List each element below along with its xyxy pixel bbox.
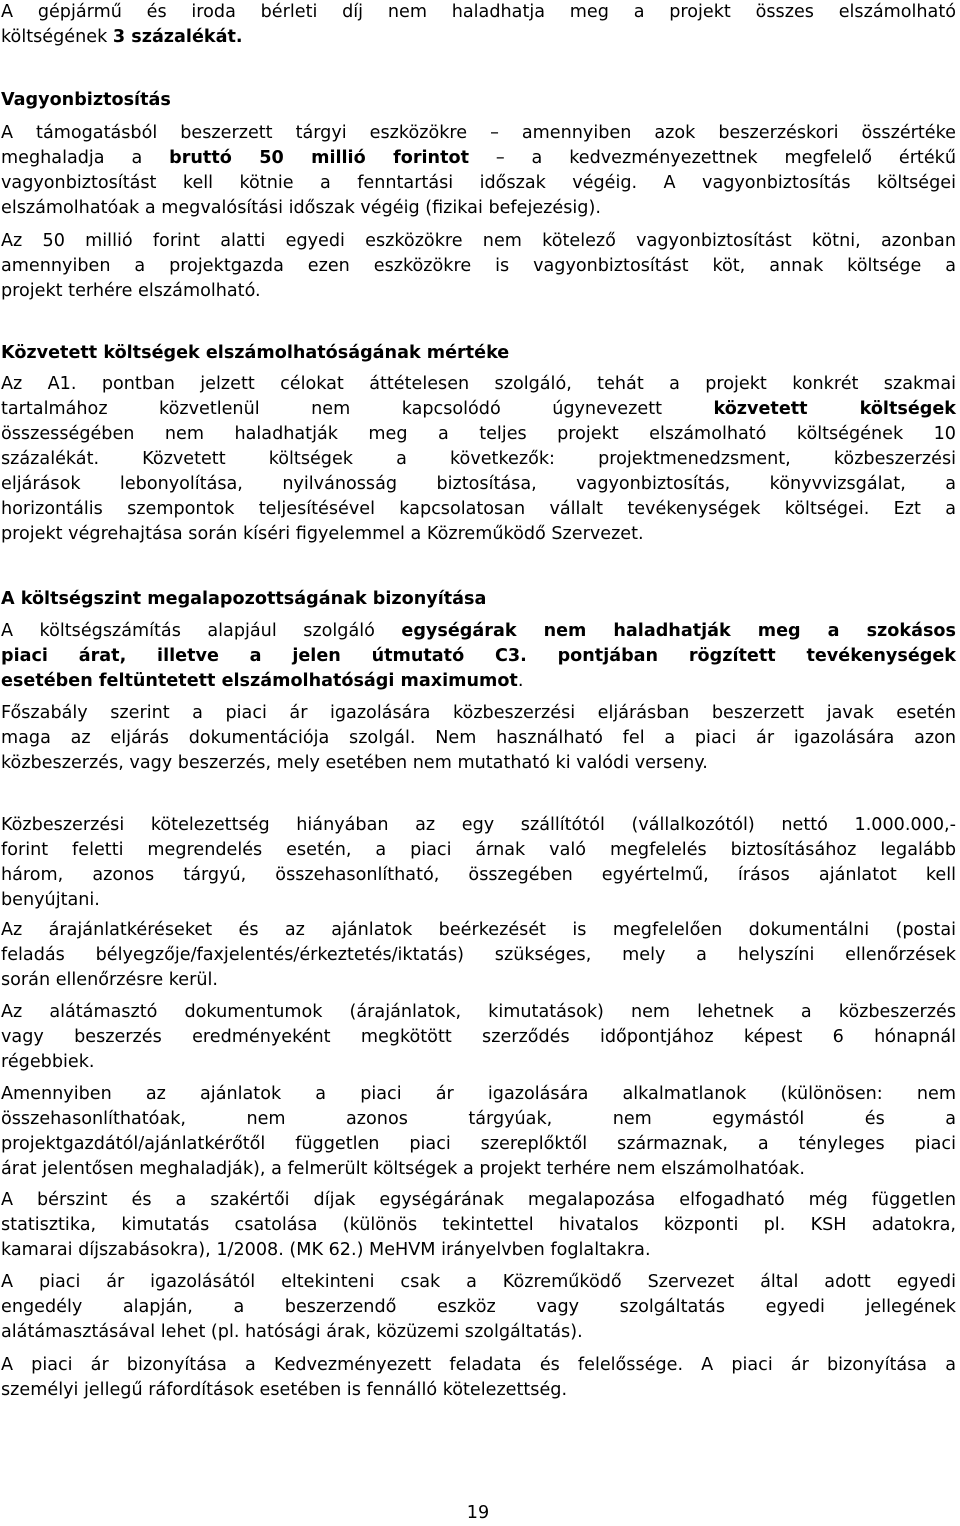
text-line bbox=[1, 497, 956, 522]
text-line bbox=[1, 813, 956, 838]
text-line bbox=[1, 644, 956, 669]
text-line bbox=[1, 1353, 956, 1378]
text-line bbox=[1, 943, 956, 968]
bold-text-run: 3 százalékát. bbox=[112, 27, 243, 47]
text-line bbox=[1, 1213, 956, 1238]
text-run: eljárások lebonyolítása, nyilvánosság biztosítása, vagyonbiztosítás, könyvvizsgálat, a bbox=[1, 474, 956, 494]
text-line bbox=[1, 146, 956, 171]
text-run: A támogatásból beszerzett tárgyi eszközökre – amennyiben azok beszerzéskori összértéke bbox=[1, 123, 956, 143]
text-run: feladás bélyegzője/faxjelentés/érkeztetés/iktatás) szükséges, mely a helyszíni ellenőrzések bbox=[1, 945, 956, 965]
text-line bbox=[1, 196, 956, 221]
text-run: projekt terhére elszámolható. bbox=[1, 281, 261, 301]
text-line bbox=[1, 863, 956, 888]
text-line bbox=[1, 587, 956, 612]
text-line bbox=[1, 1378, 956, 1403]
text-run: Közbeszerzési kötelezettség hiányában az egy szállítótól (vállalkozótól) nettó 1.000.000,- bbox=[1, 815, 956, 835]
text-run: kamarai díjszabásokra), 1/2008. (MK 62.) MeHVM irányelvben foglaltakra. bbox=[1, 1240, 651, 1260]
text-run: meghaladja a bbox=[1, 148, 170, 168]
bold-text-run: piaci árat, illetve a jelen útmutató C3. pontjában rögzített tevékenységek bbox=[1, 646, 956, 666]
text-line bbox=[1, 1157, 956, 1182]
text-run: összességében nem haladhatják meg a teljes projekt elszámolható költségének 10 bbox=[1, 424, 956, 444]
text-run: közbeszerzés, vagy beszerzés, mely esetében nem mutatható ki valódi verseny. bbox=[1, 753, 708, 773]
text-run: összehasonlíthatóak, nem azonos tárgyúak, nem egymástól és a bbox=[1, 1109, 956, 1129]
text-run: Főszabály szerint a piaci ár igazolására közbeszerzési eljárásban beszerzett javak esetén bbox=[1, 703, 956, 723]
text-line bbox=[1, 279, 956, 304]
section-heading-koltsegszint bbox=[1, 587, 956, 612]
text-run: Amennyiben az ajánlatok a piaci ár igazolására alkalmatlanok (különösen: nem bbox=[1, 1084, 956, 1104]
bold-text-run: Közvetett költségek elszámolhatóságának mértéke bbox=[1, 343, 510, 363]
bold-text-run: Vagyonbiztosítás bbox=[1, 90, 171, 110]
bold-text-run: egységárak nem haladhatják meg a szokásos bbox=[401, 621, 956, 641]
text-run: százalékát. Közvetett költségek a következők: projektmenedzsment, közbeszerzési bbox=[1, 449, 956, 469]
text-line bbox=[1, 88, 956, 113]
felelosseg-paragraph bbox=[1, 1353, 956, 1403]
text-run: projekt végrehajtása során kíséri figyelemmel a Közreműködő Szervezet. bbox=[1, 524, 644, 544]
text-line bbox=[1, 1295, 956, 1320]
section-heading-vagyonbiztositas bbox=[1, 88, 956, 113]
intro-paragraph bbox=[1, 0, 956, 50]
text-run: vagy beszerzés eredményeként megkötött szerződés időpontjához képest 6 hónapnál bbox=[1, 1027, 956, 1047]
text-line bbox=[1, 968, 956, 993]
bold-text-run: közvetett költségek bbox=[713, 399, 956, 419]
text-run: árat jelentősen meghaladják), a felmerült költségek a projekt terhére nem elszámolhatóak. bbox=[1, 1159, 805, 1179]
foszabaly-paragraph bbox=[1, 701, 956, 776]
text-line bbox=[1, 751, 956, 776]
text-run: projektgazdától/ajánlatkérőtől független piaci szereplőktől származnak, a tényleges piaci bbox=[1, 1134, 956, 1154]
text-line bbox=[1, 726, 956, 751]
text-run: A költségszámítás alapjául szolgáló bbox=[1, 621, 402, 641]
text-line bbox=[1, 838, 956, 863]
text-run: maga az eljárás dokumentációja szolgál. Nem használható fel a piaci ár igazolására azon bbox=[1, 728, 956, 748]
paragraph-line bbox=[1, 0, 956, 25]
text-run: A bérszint és a szakértői díjak egységárának megalapozása elfogadható még független bbox=[1, 1190, 956, 1210]
koltsegszint-paragraph bbox=[1, 619, 956, 694]
text-line bbox=[1, 1270, 956, 1295]
text-run: A piaci ár igazolásától eltekinteni csak a Közreműködő Szervezet által adott egyedi bbox=[1, 1272, 956, 1292]
paragraph-line bbox=[1, 25, 956, 50]
text-run: tartalmához közvetlenül nem kapcsolódó úgynevezett bbox=[1, 399, 714, 419]
bold-text-run: bruttó 50 millió forintot bbox=[169, 148, 469, 168]
text-run: három, azonos tárgyú, összehasonlítható, összegében egyértelmű, írásos ajánlatot kell bbox=[1, 865, 956, 885]
text-line bbox=[1, 619, 956, 644]
text-run: vagyonbiztosítást kell kötnie a fenntartási időszak végéig. A vagyonbiztosítás költségei bbox=[1, 173, 956, 193]
text-run: – a kedvezményezettnek megfelelő értékű bbox=[468, 148, 956, 168]
alkalmatlan-paragraph bbox=[1, 1082, 956, 1182]
text-run: Az 50 millió forint alatti egyedi eszközökre nem kötelező vagyonbiztosítást kötni, azonban bbox=[1, 231, 956, 251]
text-run: elszámolhatóak a megvalósítási időszak végéig (fizikai befejezésig). bbox=[1, 198, 601, 218]
text-run: költségének bbox=[1, 27, 113, 47]
vagyonbiztositas-paragraph-2 bbox=[1, 229, 956, 304]
eltekinteni-paragraph bbox=[1, 1270, 956, 1345]
text-line bbox=[1, 121, 956, 146]
text-line bbox=[1, 1238, 956, 1263]
bold-text-run: A költségszint megalapozottságának bizonyítása bbox=[1, 589, 487, 609]
bold-text-run: esetében feltüntetett elszámolhatósági maximumot bbox=[1, 671, 518, 691]
text-line bbox=[1, 669, 956, 694]
arajanlat-paragraph bbox=[1, 918, 956, 993]
vagyonbiztositas-paragraph bbox=[1, 121, 956, 221]
text-run: benyújtani. bbox=[1, 890, 100, 910]
text-line bbox=[1, 1320, 956, 1345]
text-line bbox=[1, 254, 956, 279]
text-run: személyi jellegű ráfordítások esetében is fennálló kötelezettség. bbox=[1, 1380, 568, 1400]
text-run: régebbiek. bbox=[1, 1052, 95, 1072]
text-run: amennyiben a projektgazda ezen eszközökre is vagyonbiztosítást köt, annak költsége a bbox=[1, 256, 956, 276]
text-line bbox=[1, 372, 956, 397]
text-line bbox=[1, 522, 956, 547]
text-line bbox=[1, 1132, 956, 1157]
text-run: horizontális szempontok teljesítésével kapcsolatosan vállalt tevékenységek költségei. Ezt a bbox=[1, 499, 956, 519]
text-line bbox=[1, 1050, 956, 1075]
text-run: engedély alapján, a beszerzendő eszköz vagy szolgáltatás egyedi jellegének bbox=[1, 1297, 956, 1317]
page-number: 19 bbox=[466, 1503, 490, 1523]
text-line bbox=[1, 397, 956, 422]
text-run: statisztika, kimutatás csatolása (különös tekintettel hivatalos központi pl. KSH adatokra, bbox=[1, 1215, 956, 1235]
text-line bbox=[1, 1082, 956, 1107]
text-line bbox=[1, 1025, 956, 1050]
text-line bbox=[1, 447, 956, 472]
text-line bbox=[1, 341, 956, 366]
text-line bbox=[1, 918, 956, 943]
text-line bbox=[1, 1107, 956, 1132]
text-line bbox=[1, 422, 956, 447]
text-line bbox=[1, 171, 956, 196]
kozbeszerzesi-paragraph bbox=[1, 813, 956, 913]
section-heading-kozvetett-koltsegek bbox=[1, 341, 956, 366]
text-run: A gépjármű és iroda bérleti díj nem haladhatja meg a projekt összes elszámolható bbox=[1, 2, 956, 22]
text-run: A piaci ár bizonyítása a Kedvezményezett feladata és felelőssége. A piaci ár bizonyítása a bbox=[1, 1355, 956, 1375]
text-run: alátámasztásával lehet (pl. hatósági árak, közüzemi szolgáltatás). bbox=[1, 1322, 583, 1342]
text-run: során ellenőrzésre kerül. bbox=[1, 970, 219, 990]
alatamaszto-paragraph bbox=[1, 1000, 956, 1075]
text-line bbox=[1, 1000, 956, 1025]
kozvetett-koltsegek-paragraph bbox=[1, 372, 956, 547]
text-run: forint feletti megrendelés esetén, a piaci árnak való megfelelés biztosításához legalább bbox=[1, 840, 956, 860]
text-run: Az árajánlatkéréseket és az ajánlatok beérkezését is megfelelően dokumentálni (postai bbox=[1, 920, 956, 940]
text-run: Az A1. pontban jelzett célokat áttételesen szolgáló, tehát a projekt konkrét szakmai bbox=[1, 374, 956, 394]
text-run: Az alátámasztó dokumentumok (árajánlatok, kimutatások) nem lehetnek a közbeszerzés bbox=[1, 1002, 956, 1022]
text-run: . bbox=[517, 671, 524, 691]
berszint-paragraph bbox=[1, 1188, 956, 1263]
text-line bbox=[1, 229, 956, 254]
text-line bbox=[1, 888, 956, 913]
text-line bbox=[1, 1188, 956, 1213]
text-line bbox=[1, 701, 956, 726]
text-line bbox=[1, 472, 956, 497]
